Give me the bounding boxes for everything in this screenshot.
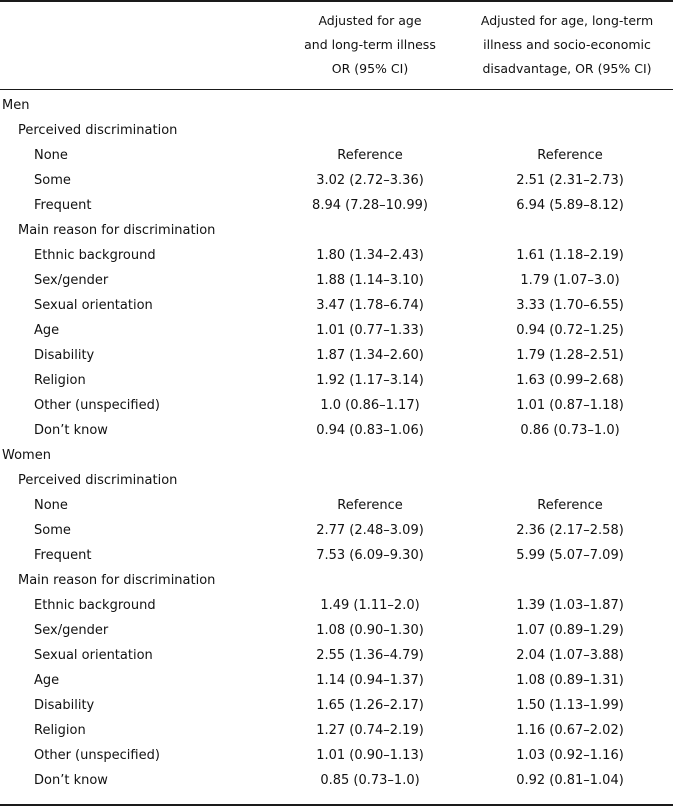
or-value-age-illness: 2.77 (2.48–3.09)	[316, 523, 424, 538]
or-value-age-illness: 1.01 (0.90–1.13)	[316, 748, 424, 763]
table-row	[0, 168, 673, 193]
column-header-line: and long-term illness	[304, 37, 436, 52]
table-row	[0, 693, 673, 718]
row-label: Don’t know	[34, 773, 108, 788]
or-value-age-illness-ses: 0.94 (0.72–1.25)	[516, 323, 624, 338]
table-row	[0, 293, 673, 318]
or-value-age-illness: 1.49 (1.11–2.0)	[320, 598, 420, 613]
row-label: Perceived discrimination	[18, 473, 178, 488]
subgroup-header-row	[0, 218, 673, 243]
or-value-age-illness: 1.0 (0.86–1.17)	[320, 398, 420, 413]
row-label: Age	[34, 673, 60, 688]
or-value-age-illness-ses: 3.33 (1.70–6.55)	[516, 298, 624, 313]
or-value-age-illness-ses: 0.86 (0.73–1.0)	[520, 423, 620, 438]
or-value-age-illness: 1.14 (0.94–1.37)	[316, 673, 424, 688]
group-header-row	[0, 443, 673, 468]
or-value-age-illness: 1.01 (0.77–1.33)	[316, 323, 424, 338]
or-value-age-illness: 1.08 (0.90–1.30)	[316, 623, 424, 638]
or-value-age-illness-ses: 1.79 (1.28–2.51)	[516, 348, 624, 363]
table-row	[0, 593, 673, 618]
or-value-age-illness: 1.80 (1.34–2.43)	[316, 248, 424, 263]
or-value-age-illness: Reference	[337, 498, 403, 513]
table-row	[0, 718, 673, 743]
or-value-age-illness-ses: 2.36 (2.17–2.58)	[516, 523, 624, 538]
or-value-age-illness-ses: 1.16 (0.67–2.02)	[516, 723, 624, 738]
row-label: Perceived discrimination	[18, 123, 178, 138]
or-value-age-illness-ses: 6.94 (5.89–8.12)	[516, 198, 624, 213]
table-row	[0, 518, 673, 543]
row-label: Frequent	[34, 198, 92, 213]
subgroup-header-row	[0, 468, 673, 493]
or-value-age-illness: 1.87 (1.34–2.60)	[316, 348, 424, 363]
row-label: Ethnic background	[34, 248, 156, 263]
or-value-age-illness: 3.47 (1.78–6.74)	[316, 298, 424, 313]
or-value-age-illness-ses: 1.03 (0.92–1.16)	[516, 748, 624, 763]
table-row	[0, 543, 673, 568]
row-label: Sexual orientation	[34, 298, 153, 313]
row-label: Main reason for discrimination	[18, 223, 216, 238]
row-label: Women	[2, 448, 51, 463]
table-row	[0, 368, 673, 393]
or-value-age-illness-ses: 1.61 (1.18–2.19)	[516, 248, 624, 263]
or-value-age-illness-ses: 1.08 (0.89–1.31)	[516, 673, 624, 688]
or-value-age-illness-ses: 1.01 (0.87–1.18)	[516, 398, 624, 413]
row-label: Other (unspecified)	[34, 398, 160, 413]
row-label: None	[34, 498, 68, 513]
column-header-line: Adjusted for age, long-term	[480, 13, 654, 28]
row-label: Sex/gender	[34, 273, 109, 288]
column-header-age-illness-ses	[462, 9, 672, 81]
row-label: Disability	[34, 698, 95, 713]
or-value-age-illness: 8.94 (7.28–10.99)	[312, 198, 428, 213]
column-header-age-illness	[270, 9, 470, 81]
row-label: Religion	[34, 373, 86, 388]
or-value-age-illness-ses: 1.07 (0.89–1.29)	[516, 623, 624, 638]
or-value-age-illness: 1.27 (0.74–2.19)	[316, 723, 424, 738]
or-value-age-illness: 1.88 (1.14–3.10)	[316, 273, 424, 288]
table-row	[0, 668, 673, 693]
table-row	[0, 643, 673, 668]
row-label: Frequent	[34, 548, 92, 563]
table-row	[0, 318, 673, 343]
or-value-age-illness: 7.53 (6.09–9.30)	[316, 548, 424, 563]
row-label: None	[34, 148, 68, 163]
or-value-age-illness: 0.94 (0.83–1.06)	[316, 423, 424, 438]
row-label: Main reason for discrimination	[18, 573, 216, 588]
row-label: Ethnic background	[34, 598, 156, 613]
table-row	[0, 143, 673, 168]
header-divider-rule	[0, 89, 673, 90]
column-header-line: illness and socio-economic	[483, 37, 651, 52]
column-header-line: Adjusted for age	[318, 13, 422, 28]
or-value-age-illness-ses: 2.04 (1.07–3.88)	[516, 648, 624, 663]
row-label: Sexual orientation	[34, 648, 153, 663]
or-value-age-illness-ses: 5.99 (5.07–7.09)	[516, 548, 624, 563]
or-value-age-illness: 3.02 (2.72–3.36)	[316, 173, 424, 188]
or-value-age-illness-ses: Reference	[537, 148, 603, 163]
or-value-age-illness: Reference	[337, 148, 403, 163]
table-row	[0, 343, 673, 368]
row-label: Other (unspecified)	[34, 748, 160, 763]
column-header-line: disadvantage, OR (95% CI)	[482, 61, 652, 76]
or-value-age-illness-ses: 0.92 (0.81–1.04)	[516, 773, 624, 788]
row-label: Religion	[34, 723, 86, 738]
row-label: Some	[34, 523, 71, 538]
table-row	[0, 768, 673, 793]
subgroup-header-row	[0, 118, 673, 143]
column-header-line: OR (95% CI)	[331, 61, 409, 76]
or-value-age-illness-ses: 1.50 (1.13–1.99)	[516, 698, 624, 713]
table-row	[0, 493, 673, 518]
or-value-age-illness: 0.85 (0.73–1.0)	[320, 773, 420, 788]
or-value-age-illness-ses: Reference	[537, 498, 603, 513]
row-label: Men	[2, 98, 30, 113]
table-row	[0, 618, 673, 643]
table-row	[0, 393, 673, 418]
or-value-age-illness: 1.65 (1.26–2.17)	[316, 698, 424, 713]
table-row	[0, 268, 673, 293]
table-row	[0, 743, 673, 768]
row-label: Age	[34, 323, 60, 338]
or-value-age-illness: 1.92 (1.17–3.14)	[316, 373, 424, 388]
row-label: Sex/gender	[34, 623, 109, 638]
or-value-age-illness-ses: 1.39 (1.03–1.87)	[516, 598, 624, 613]
subgroup-header-row	[0, 568, 673, 593]
row-label: Don’t know	[34, 423, 108, 438]
table-bottom-rule	[0, 804, 673, 806]
row-label: Some	[34, 173, 71, 188]
or-value-age-illness-ses: 1.79 (1.07–3.0)	[520, 273, 620, 288]
table-top-rule	[0, 0, 673, 2]
table-row	[0, 418, 673, 443]
or-value-age-illness-ses: 1.63 (0.99–2.68)	[516, 373, 624, 388]
row-label: Disability	[34, 348, 95, 363]
or-value-age-illness-ses: 2.51 (2.31–2.73)	[516, 173, 624, 188]
or-value-age-illness: 2.55 (1.36–4.79)	[316, 648, 424, 663]
table-row	[0, 243, 673, 268]
table-row	[0, 193, 673, 218]
group-header-row	[0, 93, 673, 118]
